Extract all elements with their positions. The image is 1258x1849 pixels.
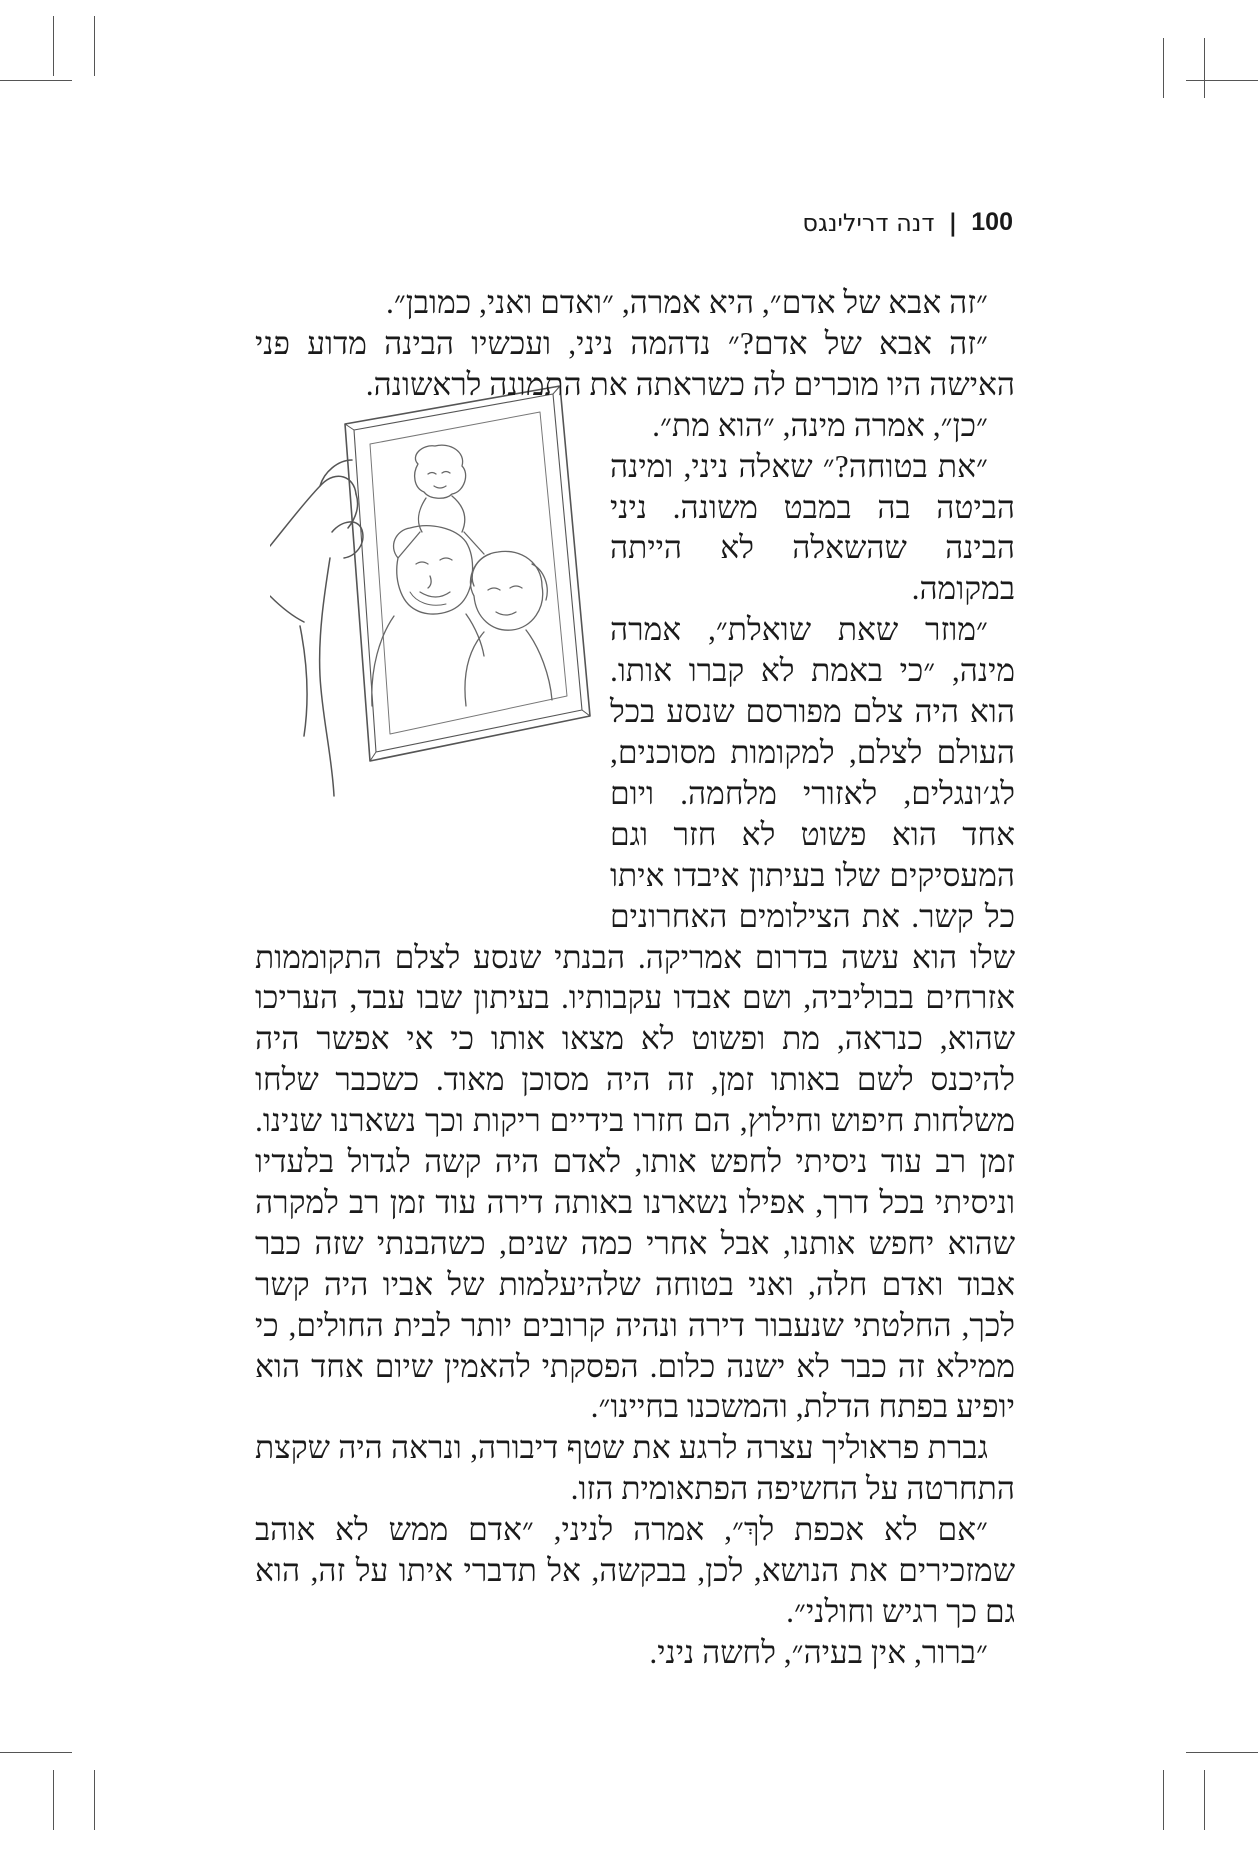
crop-mark-bl-vertical bbox=[53, 1770, 54, 1830]
header-separator: | bbox=[948, 208, 958, 237]
running-header bbox=[802, 208, 1013, 237]
author-name: דנה דרילינגס bbox=[802, 208, 935, 237]
crop-mark-br-vertical bbox=[1163, 1770, 1164, 1830]
paragraph: ״כן״, אמרה מינה, ״הוא מת״. bbox=[652, 407, 988, 443]
crop-mark-br-vertical-inner bbox=[1204, 1770, 1205, 1830]
crop-mark-tr-vertical bbox=[1163, 38, 1164, 98]
paragraph bbox=[255, 324, 1015, 406]
crop-mark-tr-vertical-inner bbox=[1204, 38, 1205, 98]
paragraph-text: ״זה אבא של אדם?״ נדהמה ניני, ועכשיו הבינה מדוע פני האישה היו מוכרים לה כשראתה את התמונה לראשונה. bbox=[255, 325, 1015, 402]
illustration-wrap-space bbox=[255, 406, 610, 901]
crop-mark-tl-vertical bbox=[53, 16, 54, 76]
paragraph: ״מוזר שאת שואלת״, אמרה מינה, ״כי באמת לא קברו אותו. הוא היה צלם מפורסם שנסע בכל העולם לצלם, למקומות מסוכנים, לג׳ונגלים, לאזורי מלחמה. ויום אחד הוא פשוט לא חזר וגם המעסיקים שלו בעיתון איבדו איתו כל קשר. את הצילומים האחרונים שלו הוא עשה בדרום אמריקה. הבנתי שנסע לצלם התקוממות אזרחים בבוליביה, ושם אבדו עקבותיו. בעיתון שבו עבד, העריכו שהוא, כנראה, מת ופשוט לא מצאו אותו כי אי אפשר היה להיכנס לשם באותו זמן, זה היה מסוכן מאוד. כשכבר שלחו משלחות חיפוש וחילוץ, הם חזרו בידיים ריקות וכך נשארנו שנינו. זמן רב עוד ניסיתי לחפש אותו, לאדם היה קשה לגדול בלעדיו וניסיתי בכל דרך, אפילו נשארנו באותה דירה עוד זמן רב למקרה שהוא יחפש אותנו, אבל אחרי כמה שנים, כשהבנתי שזה כבר אבוד ואדם חלה, ואני בטוחה שלהיעלמות של אביו היה קשר לכך, החלטתי שנעבור דירה ונהיה קרובים יותר לבית החולים, כי ממילא זה כבר לא ישנה כלום. הפסקתי להאמין שיום אחד הוא יופיע בפתח הדלת, והמשכנו בחיינו״. bbox=[255, 612, 1015, 1425]
paragraph: ״אם לא אכפת לךְ״, אמרה לניני, ״אדם ממש לא אוהב שמזכירים את הנושא, לכן, בבקשה, אל תדברי איתו על זה, הוא גם כך רגיש וחולני״. bbox=[255, 1512, 1015, 1629]
page-number: 100 bbox=[971, 208, 1013, 236]
crop-mark-bl-vertical-inner bbox=[94, 1770, 95, 1830]
crop-mark-tl-vertical-inner bbox=[94, 16, 95, 76]
paragraph: ״את בטוחה?״ שאלה ניני, ומינה הביטה בה במבט משונה. ניני הבינה שהשאלה לא הייתה במקומה. bbox=[610, 448, 1015, 607]
paragraph: ״ברור, אין בעיה״, לחשה ניני. bbox=[649, 1634, 988, 1670]
body-text bbox=[255, 283, 1015, 1674]
crop-mark-br-horizontal bbox=[1186, 1752, 1258, 1753]
crop-mark-bl-horizontal bbox=[0, 1752, 72, 1753]
paragraph: ״זה אבא של אדם״, היא אמרה, ״ואדם ואני, כמובן״. bbox=[385, 285, 988, 320]
paragraph: גברת פראוליך עצרה לרגע את שטף דיבורה, ונראה היה שקצת התחרטה על החשיפה הפתאומית הזו. bbox=[255, 1430, 1015, 1507]
crop-mark-tr-horizontal bbox=[1186, 80, 1258, 81]
crop-mark-tl-horizontal bbox=[0, 80, 72, 81]
